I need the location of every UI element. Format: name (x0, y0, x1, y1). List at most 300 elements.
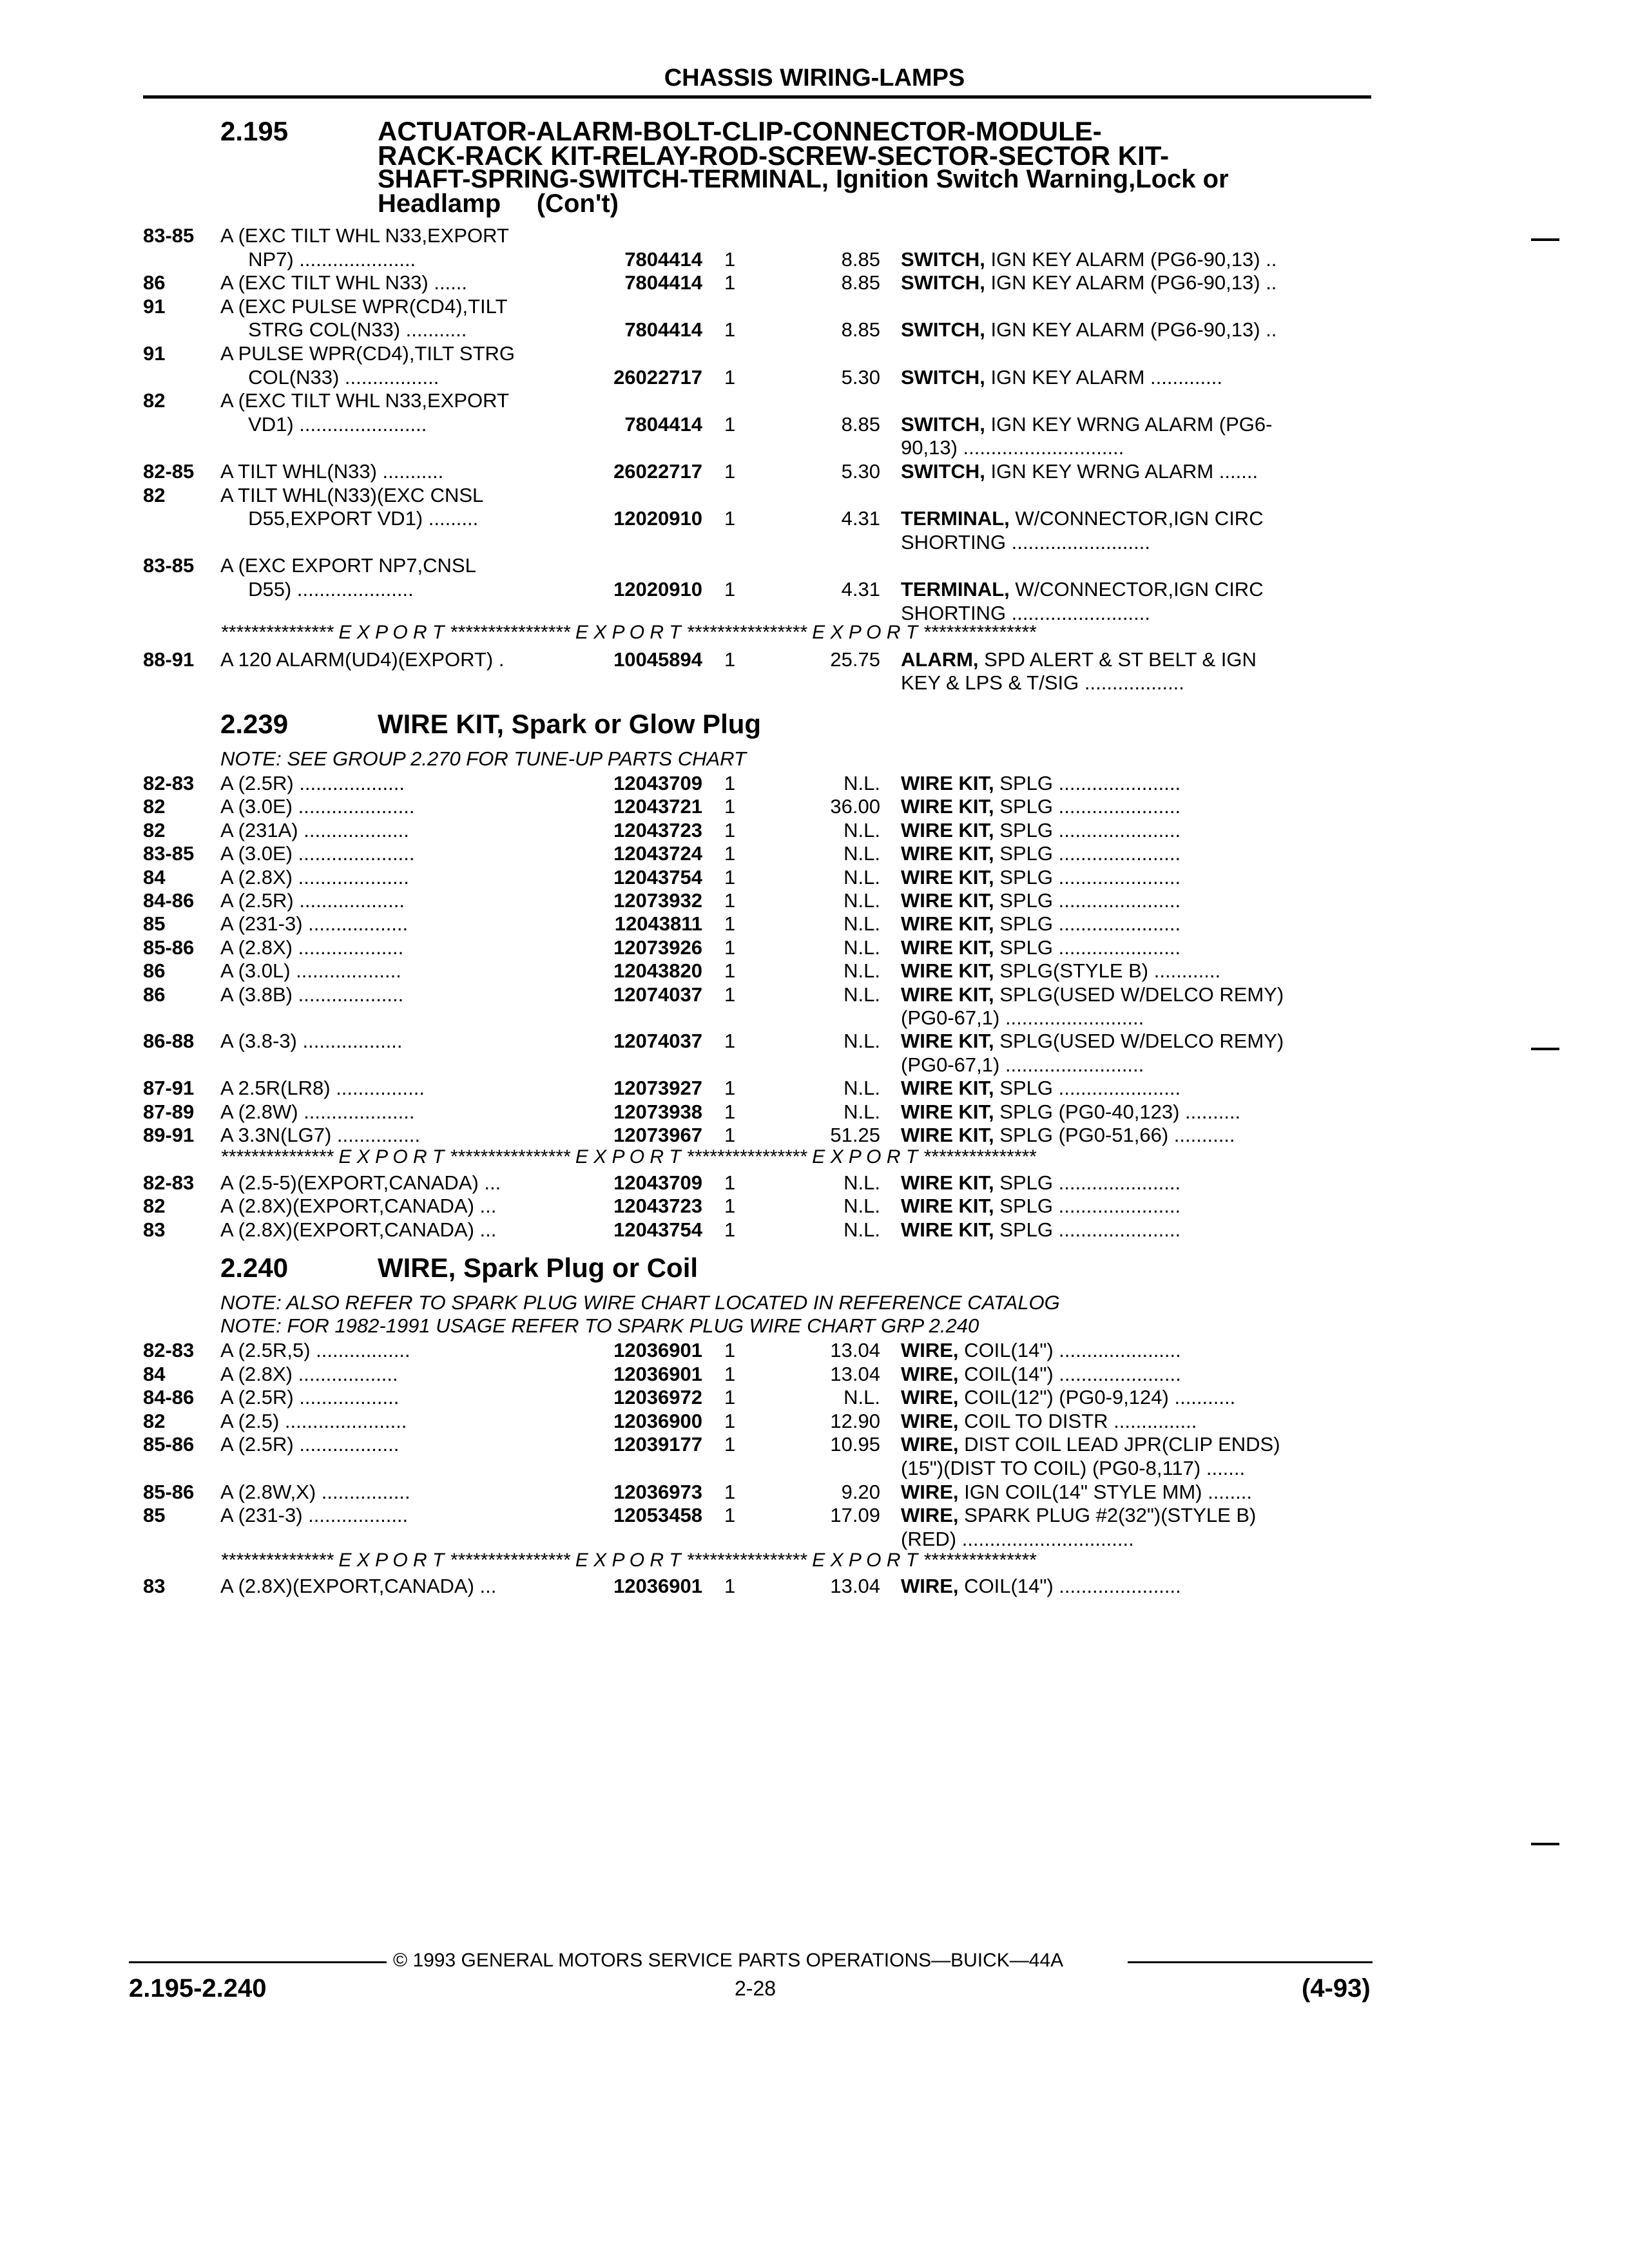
year-cell: 85-86 (143, 936, 195, 959)
description-cell (901, 795, 1371, 818)
description-cell (901, 671, 1371, 695)
description-cell (901, 959, 1371, 983)
description-detail: SPLG ...................... (994, 1171, 1181, 1194)
description-cell (901, 318, 1371, 341)
part-number-cell: 12043709 (613, 772, 702, 794)
description-detail: IGN KEY WRNG ALARM (PG6- (985, 412, 1273, 436)
description-detail: COIL(14") ...................... (958, 1575, 1181, 1597)
application-cell: A (2.5R) ................... (220, 772, 405, 794)
description-noun: WIRE KIT, (901, 1195, 994, 1218)
description-detail: COIL(12") (PG0-9,124) ........... (958, 1386, 1236, 1409)
price-cell: N.L. (843, 959, 880, 983)
description-detail: SPLG (PG0-51,66) ........... (994, 1124, 1235, 1146)
year-cell: 89-91 (143, 1124, 195, 1146)
description-detail: W/CONNECTOR,IGN CIRC (1009, 578, 1264, 601)
description-noun: WIRE KIT, (901, 1124, 994, 1146)
description-cell (901, 1457, 1371, 1480)
description-noun: WIRE, (901, 1575, 959, 1597)
year-cell: 82 (143, 795, 166, 818)
description-noun: WIRE KIT, (901, 818, 994, 841)
year-cell: 85 (143, 912, 166, 936)
application-cell: A (231-3) .................. (220, 1504, 409, 1527)
part-number-cell: 10045894 (613, 648, 702, 671)
quantity-cell: 1 (724, 1030, 736, 1053)
price-cell: 8.85 (841, 318, 880, 341)
description-noun: WIRE KIT, (901, 772, 994, 794)
part-number-cell: 12043820 (613, 959, 702, 983)
price-cell: 13.04 (830, 1339, 880, 1361)
description-cell (901, 578, 1371, 601)
footer-date: (4-93) (1302, 1974, 1371, 2003)
part-number-cell: 12074037 (613, 1030, 702, 1053)
description-noun: WIRE, (901, 1433, 959, 1456)
description-cell (901, 531, 1371, 554)
application-cell: A (2.8W,X) ................ (220, 1480, 410, 1503)
application-cell: A TILT WHL(N33) ........... (220, 460, 444, 483)
part-number-cell: 12043723 (613, 818, 702, 841)
description-cell (901, 1218, 1371, 1242)
part-number-cell: 12036973 (613, 1480, 702, 1503)
part-number-cell: 12043754 (613, 1218, 702, 1241)
price-cell: N.L. (843, 1386, 880, 1409)
year-cell: 82-83 (143, 1339, 195, 1361)
year-cell: 84-86 (143, 1386, 195, 1409)
description-cell (901, 1124, 1371, 1147)
table-row (0, 1030, 1629, 1053)
description-cell (901, 936, 1371, 959)
application-cell: A 120 ALARM(UD4)(EXPORT) . (220, 648, 505, 671)
description-cell (901, 1195, 1371, 1218)
description-detail: SPLG ...................... (994, 772, 1181, 794)
description-cell (901, 889, 1371, 912)
price-cell: 5.30 (841, 365, 880, 389)
price-cell: 5.30 (841, 460, 880, 483)
description-detail: (15")(DIST TO COIL) (PG0-8,117) ....... (901, 1457, 1246, 1479)
table-row (0, 224, 1629, 247)
table-row (0, 648, 1629, 671)
section-2195-title-line-1: ACTUATOR-ALARM-BOLT-CLIP-CONNECTOR-MODULE- (378, 116, 1102, 146)
year-cell: 91 (143, 342, 166, 365)
description-detail: (RED) ............................... (901, 1527, 1134, 1550)
year-cell: 87-91 (143, 1077, 195, 1100)
table-row (0, 1218, 1629, 1242)
description-noun: WIRE, (901, 1339, 959, 1361)
table-row (0, 795, 1629, 818)
price-cell: N.L. (843, 772, 880, 794)
price-cell: 13.04 (830, 1362, 880, 1385)
footer-rule-right (1128, 1961, 1373, 1963)
application-cell: NP7) ..................... (220, 247, 416, 271)
year-cell: 82 (143, 1409, 166, 1432)
table-row (0, 1410, 1629, 1433)
application-cell: A (2.5-5)(EXPORT,CANADA) ... (220, 1171, 501, 1194)
footer-copyright: © 1993 GENERAL MOTORS SERVICE PARTS OPERATIONS—BUICK—44A (393, 1950, 1064, 1971)
table-row (0, 1481, 1629, 1504)
part-number-cell: 12043723 (613, 1195, 702, 1218)
part-number-cell: 12020910 (613, 507, 702, 530)
application-cell: VD1) ....................... (220, 412, 427, 436)
description-detail: SPLG ...................... (994, 1195, 1181, 1218)
description-detail: IGN KEY ALARM ............. (985, 365, 1222, 389)
section-2240-note-1: NOTE: ALSO REFER TO SPARK PLUG WIRE CHART LOCATED IN REFERENCE CATALOG (220, 1291, 1060, 1314)
quantity-cell: 1 (724, 318, 736, 341)
header-rule (143, 95, 1371, 99)
year-cell: 85 (143, 1504, 166, 1527)
description-cell (901, 460, 1371, 483)
description-cell (901, 413, 1371, 436)
description-cell (901, 1386, 1371, 1409)
description-noun: WIRE KIT, (901, 1171, 994, 1194)
table-row (0, 578, 1629, 601)
description-noun: WIRE KIT, (901, 842, 994, 865)
part-number-cell: 12043724 (613, 842, 702, 865)
application-cell: D55,EXPORT VD1) ......... (220, 507, 479, 530)
part-number-cell: 12053458 (613, 1504, 702, 1527)
description-cell (901, 772, 1371, 795)
quantity-cell: 1 (724, 1195, 736, 1218)
section-2240-title: WIRE, Spark Plug or Coil (378, 1253, 699, 1283)
description-cell (901, 271, 1371, 294)
description-detail: IGN KEY ALARM (PG6-90,13) .. (985, 247, 1277, 271)
year-cell: 84 (143, 865, 166, 889)
year-cell: 82 (143, 818, 166, 841)
section-2195-number: 2.195 (220, 116, 289, 146)
year-cell: 83 (143, 1218, 166, 1241)
table-row (0, 1100, 1629, 1124)
footer-rule-left (129, 1961, 387, 1963)
quantity-cell: 1 (724, 795, 736, 818)
quantity-cell: 1 (724, 578, 736, 601)
price-cell: N.L. (843, 1171, 880, 1194)
description-cell (901, 1100, 1371, 1124)
table-row (0, 983, 1629, 1006)
year-cell: 86 (143, 271, 166, 294)
quantity-cell: 1 (724, 1504, 736, 1527)
description-noun: WIRE KIT, (901, 1100, 994, 1123)
description-noun: SWITCH, (901, 460, 985, 483)
table-row (0, 959, 1629, 983)
description-noun: SWITCH, (901, 412, 985, 436)
description-noun: WIRE KIT, (901, 936, 994, 959)
part-number-cell: 26022717 (613, 460, 702, 483)
year-cell: 82 (143, 1195, 166, 1218)
year-cell: 85-86 (143, 1433, 195, 1456)
section-2195-title-line-2: RACK-RACK KIT-RELAY-ROD-SCREW-SECTOR-SECTOR KIT- (378, 140, 1170, 171)
table-row (0, 1171, 1629, 1195)
part-number-cell: 12073927 (613, 1077, 702, 1100)
description-noun: WIRE, (901, 1480, 959, 1503)
description-detail: 90,13) ............................. (901, 436, 1124, 459)
description-detail: (PG0-67,1) ......................... (901, 1053, 1144, 1076)
description-detail: SPLG ...................... (994, 795, 1181, 818)
quantity-cell: 1 (724, 1077, 736, 1100)
description-cell (901, 866, 1371, 889)
description-noun: WIRE, (901, 1409, 959, 1432)
quantity-cell: 1 (724, 412, 736, 436)
application-cell: A (231-3) .................. (220, 912, 409, 936)
price-cell: N.L. (843, 889, 880, 912)
description-noun: SWITCH, (901, 247, 985, 271)
table-row (0, 1195, 1629, 1218)
application-cell: A (3.0L) ................... (220, 959, 401, 983)
year-cell: 83-85 (143, 554, 195, 577)
description-noun: WIRE KIT, (901, 959, 994, 983)
margin-mark (1531, 238, 1559, 241)
description-cell (901, 648, 1371, 671)
application-cell: STRG COL(N33) ........... (220, 318, 467, 341)
price-cell: N.L. (843, 865, 880, 889)
description-noun: WIRE KIT, (901, 1218, 994, 1241)
margin-mark (1531, 1843, 1559, 1845)
part-number-cell: 7804414 (624, 412, 702, 436)
application-cell: A (2.8X) ................... (220, 936, 404, 959)
year-cell: 87-89 (143, 1100, 195, 1123)
quantity-cell: 1 (724, 1386, 736, 1409)
quantity-cell: 1 (724, 460, 736, 483)
quantity-cell: 1 (724, 818, 736, 841)
description-noun: WIRE, (901, 1386, 959, 1409)
application-cell: D55) ..................... (220, 578, 414, 601)
price-cell: N.L. (843, 1077, 880, 1100)
price-cell: 10.95 (830, 1433, 880, 1456)
margin-mark (1531, 1048, 1559, 1050)
description-cell (901, 1410, 1371, 1433)
application-cell: A (231A) ................... (220, 818, 409, 841)
part-number-cell: 12043754 (613, 865, 702, 889)
quantity-cell: 1 (724, 1362, 736, 1385)
part-number-cell: 7804414 (624, 318, 702, 341)
quantity-cell: 1 (724, 1433, 736, 1456)
year-cell: 82-85 (143, 460, 195, 483)
application-cell: A (EXC EXPORT NP7,CNSL (220, 554, 476, 577)
description-noun: WIRE KIT, (901, 889, 994, 912)
year-cell: 83-85 (143, 842, 195, 865)
description-cell (901, 1339, 1371, 1362)
part-number-cell: 26022717 (613, 365, 702, 389)
description-cell (901, 1528, 1371, 1551)
description-cell (901, 983, 1371, 1006)
description-detail: COIL TO DISTR ............... (958, 1409, 1197, 1432)
table-row (0, 436, 1629, 459)
application-cell: A (2.8X)(EXPORT,CANADA) ... (220, 1218, 497, 1241)
quantity-cell: 1 (724, 772, 736, 794)
description-detail: SPLG(STYLE B) ............ (994, 959, 1221, 983)
application-cell: A (2.8X)(EXPORT,CANADA) ... (220, 1195, 497, 1218)
table-row (0, 295, 1629, 318)
description-cell (901, 1030, 1371, 1053)
description-cell (901, 1481, 1371, 1504)
part-number-cell: 12036900 (613, 1409, 702, 1432)
application-cell: A 3.3N(LG7) ............... (220, 1124, 421, 1146)
table-row (0, 1124, 1629, 1147)
description-detail: COIL(14") ...................... (958, 1339, 1181, 1361)
description-detail: SHORTING ......................... (901, 601, 1150, 624)
table-row (0, 1006, 1629, 1030)
quantity-cell: 1 (724, 1100, 736, 1123)
quantity-cell: 1 (724, 648, 736, 671)
quantity-cell: 1 (724, 842, 736, 865)
table-row (0, 602, 1629, 625)
description-cell (901, 1077, 1371, 1100)
section-2239-number: 2.239 (220, 709, 289, 739)
description-cell (901, 366, 1371, 389)
application-cell: A TILT WHL(N33)(EXC CNSL (220, 483, 484, 506)
page-title: CHASSIS WIRING-LAMPS (664, 64, 965, 91)
quantity-cell: 1 (724, 936, 736, 959)
description-noun: WIRE KIT, (901, 865, 994, 889)
description-detail: SPLG ...................... (994, 842, 1181, 865)
part-number-cell: 12036901 (613, 1362, 702, 1385)
footer-page-number: 2-28 (735, 1977, 776, 2000)
quantity-cell: 1 (724, 865, 736, 889)
table-row (0, 889, 1629, 912)
table-row (0, 1386, 1629, 1409)
quantity-cell: 1 (724, 959, 736, 983)
price-cell: N.L. (843, 1218, 880, 1241)
description-detail: SPLG ...................... (994, 865, 1181, 889)
section-2195-title-line-4: Headlamp (Con't) (378, 189, 619, 218)
quantity-cell: 1 (724, 889, 736, 912)
description-noun: WIRE KIT, (901, 1030, 994, 1053)
application-cell: A (EXC PULSE WPR(CD4),TILT (220, 294, 508, 318)
price-cell: N.L. (843, 936, 880, 959)
quantity-cell: 1 (724, 1339, 736, 1361)
quantity-cell: 1 (724, 1124, 736, 1146)
price-cell: 4.31 (841, 507, 880, 530)
quantity-cell: 1 (724, 1218, 736, 1241)
description-detail: SPLG(USED W/DELCO REMY) (994, 1030, 1284, 1053)
description-noun: WIRE KIT, (901, 983, 994, 1006)
description-noun: SWITCH, (901, 365, 985, 389)
description-cell (901, 436, 1371, 459)
price-cell: 17.09 (830, 1504, 880, 1527)
application-cell: A (2.5R) .................. (220, 1386, 400, 1409)
price-cell: N.L. (843, 1195, 880, 1218)
price-cell: 8.85 (841, 247, 880, 271)
description-detail: SPLG ...................... (994, 936, 1181, 959)
application-cell: A (3.0E) ..................... (220, 795, 415, 818)
price-cell: N.L. (843, 912, 880, 936)
description-cell (901, 1053, 1371, 1077)
table-row (0, 342, 1629, 365)
description-cell (901, 819, 1371, 842)
application-cell: A (2.5R) .................. (220, 1433, 400, 1456)
quantity-cell: 1 (724, 507, 736, 530)
description-cell (901, 1433, 1371, 1456)
table-row (0, 1339, 1629, 1362)
part-number-cell: 12039177 (613, 1433, 702, 1456)
description-cell (901, 912, 1371, 936)
description-detail: DIST COIL LEAD JPR(CLIP ENDS) (958, 1433, 1280, 1456)
description-noun: WIRE KIT, (901, 912, 994, 936)
part-number-cell: 12073938 (613, 1100, 702, 1123)
part-number-cell: 12020910 (613, 578, 702, 601)
application-cell: A (EXC TILT WHL N33,EXPORT (220, 224, 509, 247)
description-cell (901, 1006, 1371, 1030)
footer-section-range: 2.195-2.240 (129, 1974, 267, 2003)
part-number-cell: 12073926 (613, 936, 702, 959)
table-row (0, 936, 1629, 959)
description-detail: IGN KEY WRNG ALARM ....... (985, 460, 1258, 483)
price-cell: N.L. (843, 1030, 880, 1053)
section-2240-note-2: NOTE: FOR 1982-1991 USAGE REFER TO SPARK PLUG WIRE CHART GRP 2.240 (220, 1314, 979, 1337)
description-detail: SPLG (PG0-40,123) .......... (994, 1100, 1241, 1123)
description-detail: W/CONNECTOR,IGN CIRC (1009, 507, 1264, 530)
description-detail: SPLG ...................... (994, 912, 1181, 936)
table-row (0, 819, 1629, 842)
table-row (0, 1363, 1629, 1386)
description-detail: COIL(14") ...................... (958, 1362, 1181, 1385)
table-row (0, 413, 1629, 436)
table-row (0, 1433, 1629, 1456)
application-cell: A 2.5R(LR8) ................ (220, 1077, 425, 1100)
description-detail: SPLG(USED W/DELCO REMY) (994, 983, 1284, 1006)
export-divider: *************** E X P O R T **************** E X P O R T **************** E X P O R T *************** (220, 622, 1036, 643)
description-noun: SWITCH, (901, 271, 985, 294)
table-row (0, 1575, 1629, 1598)
description-noun: WIRE KIT, (901, 1077, 994, 1100)
description-cell (901, 1575, 1371, 1598)
quantity-cell: 1 (724, 1409, 736, 1432)
part-number-cell: 12036972 (613, 1386, 702, 1409)
year-cell: 84 (143, 1362, 166, 1385)
table-row (0, 1053, 1629, 1077)
table-row (0, 912, 1629, 936)
description-detail: SPLG ...................... (994, 818, 1181, 841)
description-cell (901, 1363, 1371, 1386)
export-divider: *************** E X P O R T **************** E X P O R T **************** E X P O R T *************** (220, 1147, 1036, 1168)
table-row (0, 531, 1629, 554)
description-noun: WIRE, (901, 1362, 959, 1385)
price-cell: N.L. (843, 842, 880, 865)
section-2239-note: NOTE: SEE GROUP 2.270 FOR TUNE-UP PARTS CHART (220, 747, 746, 770)
year-cell: 82 (143, 483, 166, 506)
section-2195-title-line-3: SHAFT-SPRING-SWITCH-TERMINAL, Ignition Switch Warning,Lock or (378, 165, 1229, 193)
quantity-cell: 1 (724, 983, 736, 1006)
price-cell: 9.20 (841, 1480, 880, 1503)
quantity-cell: 1 (724, 247, 736, 271)
description-detail: SPLG ...................... (994, 889, 1181, 912)
table-row (0, 842, 1629, 865)
year-cell: 84-86 (143, 889, 195, 912)
price-cell: 4.31 (841, 578, 880, 601)
table-row (0, 271, 1629, 294)
year-cell: 86-88 (143, 1030, 195, 1053)
price-cell: N.L. (843, 1100, 880, 1123)
quantity-cell: 1 (724, 365, 736, 389)
year-cell: 83-85 (143, 224, 195, 247)
description-cell (901, 602, 1371, 625)
description-noun: SWITCH, (901, 318, 985, 341)
description-cell (901, 1171, 1371, 1195)
part-number-cell: 7804414 (624, 247, 702, 271)
part-number-cell: 12074037 (613, 983, 702, 1006)
part-number-cell: 12043811 (614, 912, 702, 936)
table-row (0, 772, 1629, 795)
table-row (0, 866, 1629, 889)
application-cell: A (2.8X) .................... (220, 865, 409, 889)
table-row (0, 484, 1629, 507)
table-row (0, 507, 1629, 530)
year-cell: 83 (143, 1575, 166, 1597)
table-row (0, 1504, 1629, 1527)
description-detail: SPD ALERT & ST BELT & IGN (978, 648, 1257, 671)
part-number-cell: 12073967 (613, 1124, 702, 1146)
description-noun: WIRE, (901, 1504, 959, 1527)
description-noun: WIRE KIT, (901, 795, 994, 818)
price-cell: 36.00 (830, 795, 880, 818)
description-detail: IGN KEY ALARM (PG6-90,13) .. (985, 318, 1277, 341)
